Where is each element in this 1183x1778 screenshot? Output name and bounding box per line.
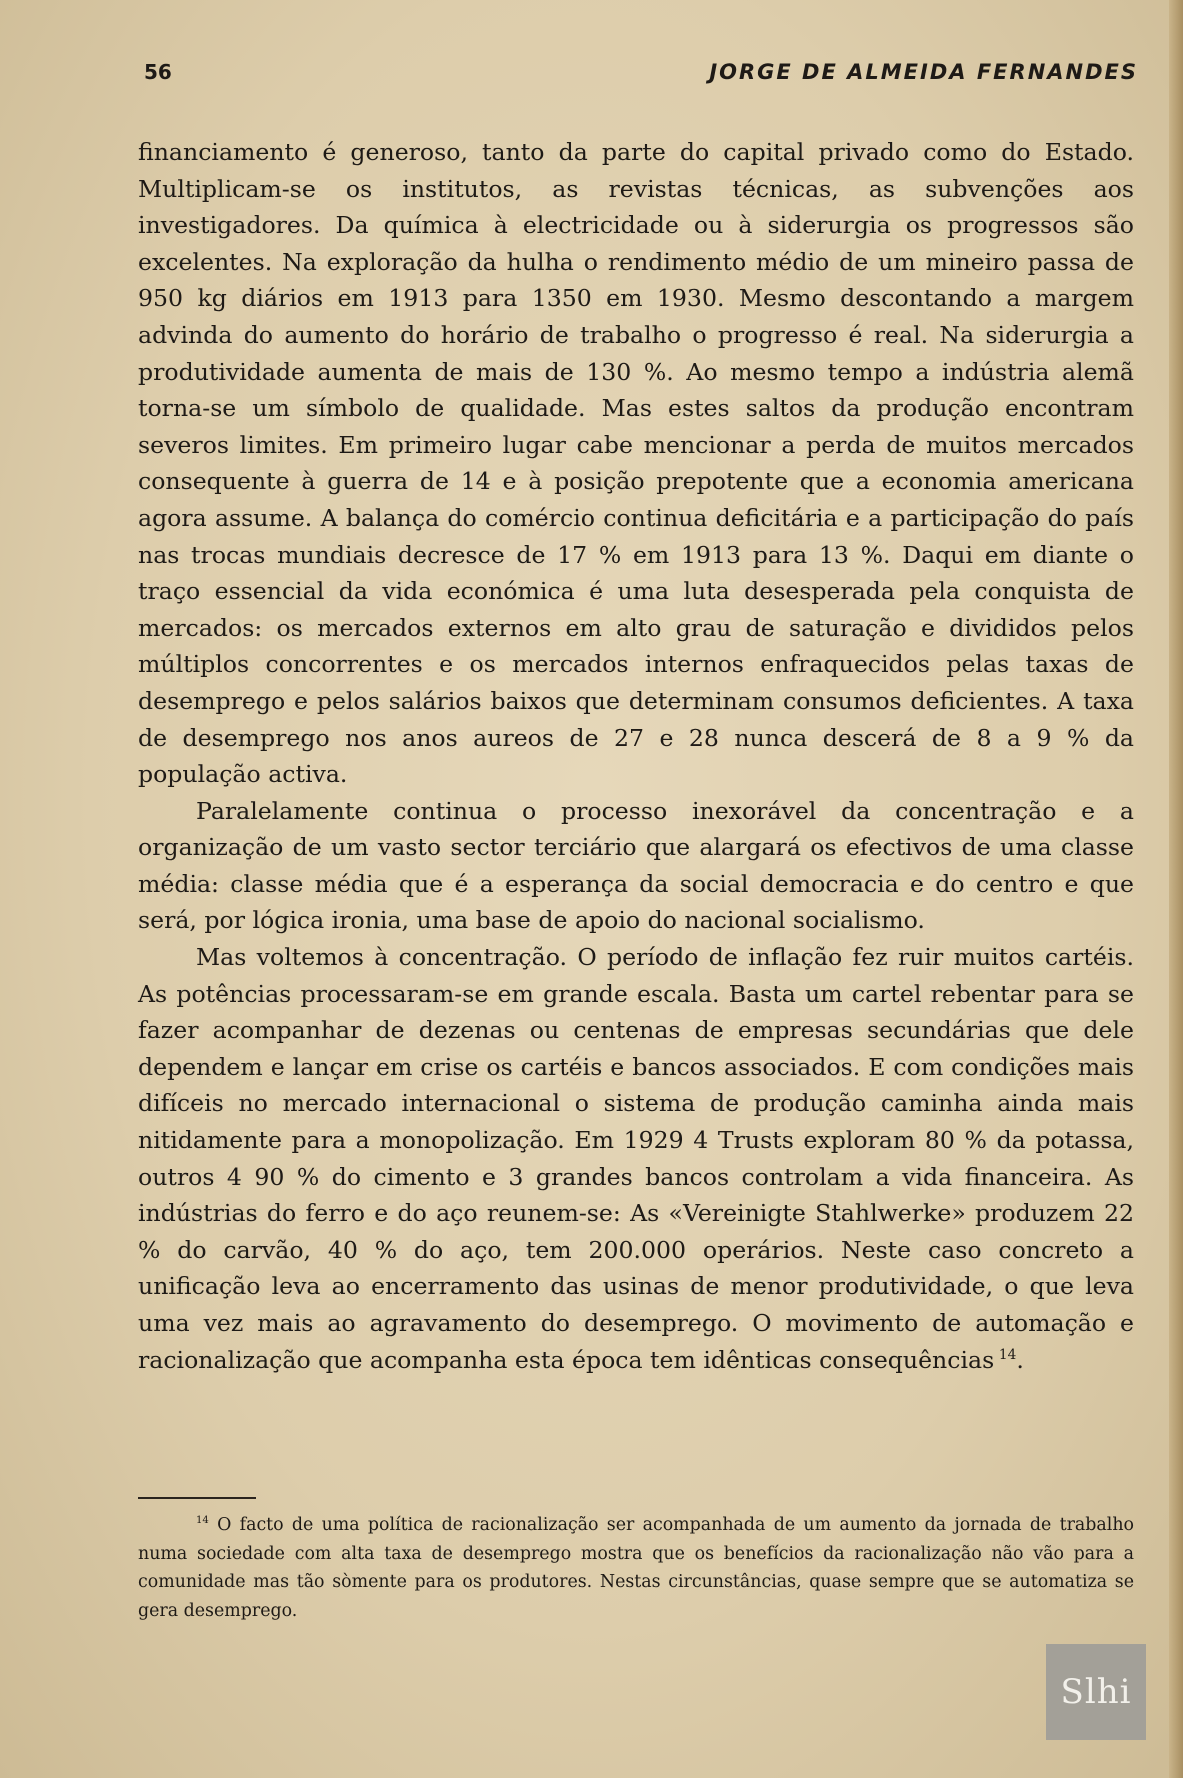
footnote-reference: 14 bbox=[998, 1346, 1017, 1363]
paragraph-3-tail: . bbox=[1016, 1345, 1024, 1374]
paragraph-2: Paralelamente continua o processo inexorável da concentração e a organização de um vasto sector terciário que alargará os efectivos de uma classe média: classe média que é a esperança da social democracia e do centro e que será, por lógica ironia, uma base de apoio do nacional socialismo. bbox=[138, 796, 1134, 935]
page-number: 56 bbox=[144, 60, 172, 84]
page-header bbox=[144, 60, 1138, 96]
footnote-text: O facto de uma política de racionalização ser acompanhada de um aumento da jornada de trabalho numa sociedade com alta taxa de desemprego mostra que os benefícios da racionalização não vão para a comunidade mas tão sòmente para os produtores. Nestas circunstâncias, quase sempre que se automatiza se gera desemprego. bbox=[138, 1515, 1135, 1621]
library-stamp-logo: Slhi bbox=[1046, 1644, 1146, 1740]
page-edge bbox=[1169, 0, 1183, 1778]
footnote-rule bbox=[138, 1497, 256, 1499]
paragraph-3 bbox=[138, 939, 1134, 1378]
footnote-paragraph bbox=[138, 1511, 1134, 1625]
body-text bbox=[138, 134, 1134, 1378]
footnote-marker: 14 bbox=[196, 1515, 209, 1527]
running-head: JORGE DE ALMEIDA FERNANDES bbox=[709, 60, 1138, 84]
paragraph-3-text: Mas voltemos à concentração. O período de inflação fez ruir muitos cartéis. As potências processaram-se em grande escala. Basta um cartel rebentar para se fazer acompanhar de dezenas ou centenas de empresas secundárias que dele dependem e lançar em crise os cartéis e bancos associados. E com condições mais difíceis no mercado internacional o sistema de produção caminha ainda mais nitidamente para a monopolização. Em 1929 4 Trusts exploram 80 % da potassa, outros 4 90 % do cimento e 3 grandes bancos controlam a vida financeira. As indústrias do ferro e do aço reunem-se: As «Vereinigte Stahlwerke» produzem 22 % do carvão, 40 % do aço, tem 200.000 operários. Neste caso concreto a unificação leva ao encerramento das usinas de menor produtividade, o que leva uma vez mais ao agravamento do desemprego. O movimento de automação e racionalização que acompanha esta época tem idênticas consequências bbox=[138, 943, 1134, 1374]
footnote bbox=[138, 1511, 1134, 1625]
paragraph-1: financiamento é generoso, tanto da parte do capital privado como do Estado. Multiplicam-se os institutos, as revistas técnicas, as subvenções aos investigadores. Da química à electricidade ou à siderurgia os progressos são excelentes. Na exploração da hulha o rendimento médio de um mineiro passa de 950 kg diários em 1913 para 1350 em 1930. Mesmo descontando a margem advinda do aumento do horário de trabalho o progresso é real. Na siderurgia a produtividade aumenta de mais de 130 %. Ao mesmo tempo a indústria alemã torna-se um símbolo de qualidade. Mas estes saltos da produção encontram severos limites. Em primeiro lugar cabe mencionar a perda de muitos mercados consequente à guerra de 14 e à posição prepotente que a economia americana agora assume. A balança do comércio continua deficitária e a participação do país nas trocas mundiais decresce de 17 % em 1913 para 13 %. Daqui em diante o traço essencial da vida económica é uma luta desesperada pela conquista de mercados: os mercados externos em alto grau de saturação e divididos pelos múltiplos concorrentes e os mercados internos enfraquecidos pelas taxas de desemprego e pelos salários baixos que determinam consumos deficientes. A taxa de desemprego nos anos aureos de 27 e 28 nunca descerá de 8 a 9 % da população activa. bbox=[138, 138, 1134, 789]
